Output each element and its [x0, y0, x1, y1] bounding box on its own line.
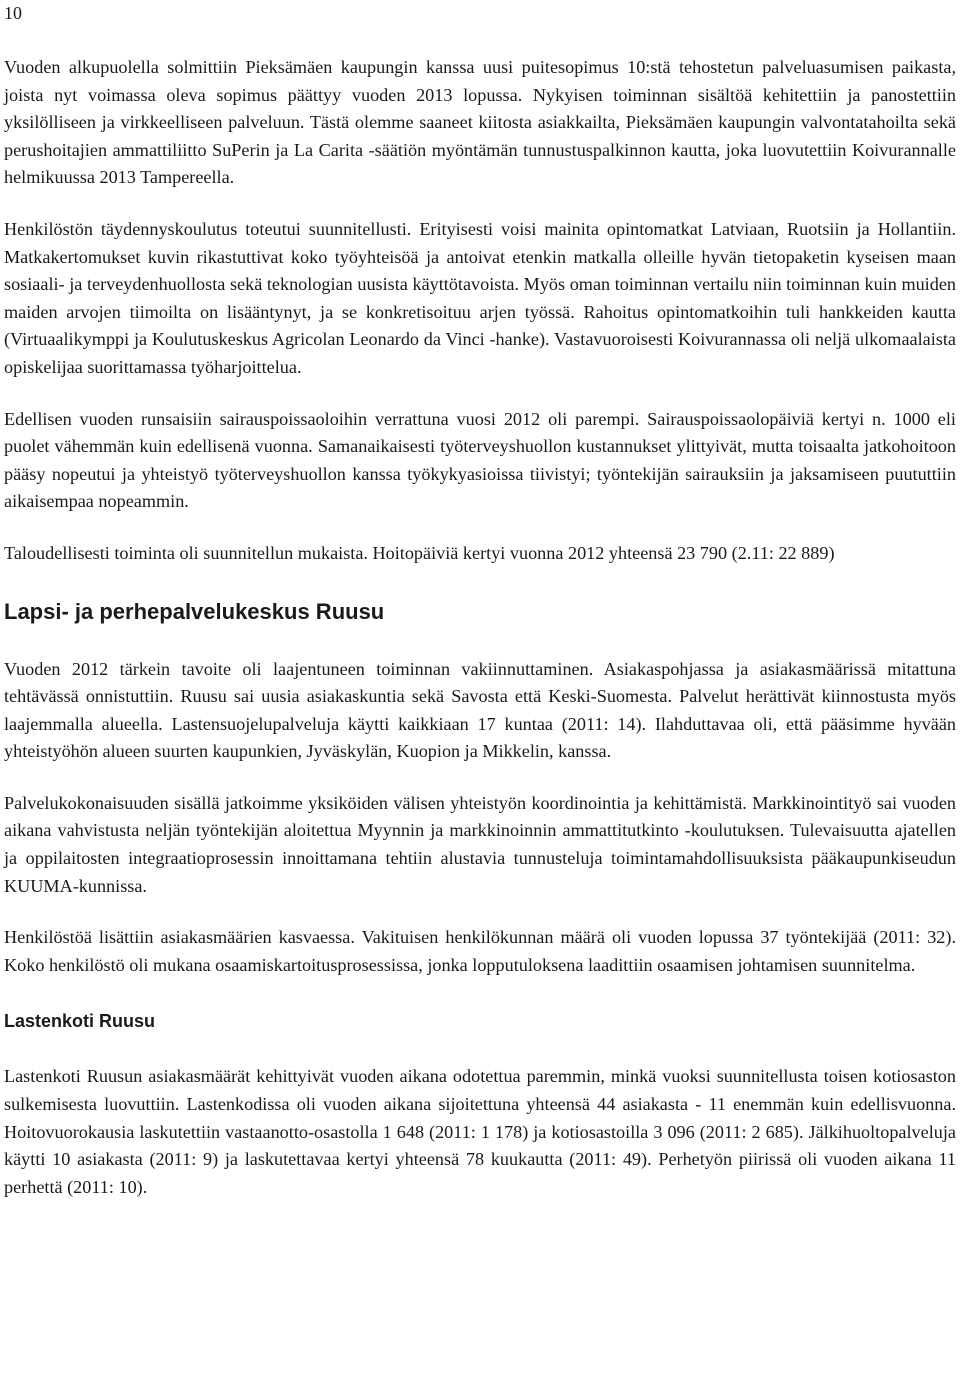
paragraph-sick-leave: Edellisen vuoden runsaisiin sairauspoissaoloihin verrattuna vuosi 2012 oli parempi. Sairauspoissaolopäiviä kertyi n. 1000 eli puolet vähemmän kuin edellisenä vuonna. Samanaikaisesti työterveyshuollon kustannukset ylittyivät, mutta toisaalta jatkohoitoon pääsy nopeutui ja yhteistyö työterveyshuollon kanssa työkykyasioissa tiivistyi; työntekijän sairauksiin ja jaksamiseen puututtiin aikaisempaa nopeammin. — [4, 408, 956, 512]
paragraph-lastenkoti-clients: Lastenkoti Ruusun asiakasmäärät kehittyivät vuoden aikana odotettua paremmin, minkä vuoksi suunnitellusta toisen kotiosaston sulkemisesta luovuttiin. Lastenkodissa oli vuoden aikana sijoitettuna yhteensä 44 asiakasta - 11 enemmän kuin edellisvuonna. Hoitovuorokausia laskutettiin vastaanotto-osastolla 1 648 (2011: 1 178) ja kotiosastoilla 3 096 (2011: 2 685). Jälkihuoltopalveluja käytti 10 asiakasta (2011: 9) ja laskutettavaa kertyi yhteensä 78 kuukautta (2011: 49). Perhetyön piirissä oli vuoden aikana 11 perhettä (2011: 10). — [4, 1066, 956, 1197]
paragraph-ruusu-staff: Henkilöstöä lisättiin asiakasmäärien kasvaessa. Vakituisen henkilökunnan määrä oli vuoden lopussa 37 työntekijää (2011: 32). Koko henkilöstö oli mukana osaamiskartoitusprosessissa, jonka lopputuloksena laadittiin osaamisen johtamisen suunnitelma. — [4, 927, 956, 975]
page-number: 10 — [4, 3, 22, 23]
page-content — [4, 54, 956, 1201]
paragraph-ruusu-goals: Vuoden 2012 tärkein tavoite oli laajentuneen toiminnan vakiinnuttaminen. Asiakaspohjassa ja asiakasmäärissä mitattuna tehtävässä onnistuttiin. Ruusu sai uusia asiakaskuntia sekä Savosta että Keski-Suomesta. Palvelut herättivät kiinnostusta myös laajemmalla alueella. Lastensuojelupalveluja käytti kaikkiaan 17 kuntaa (2011: 14). Ilahduttavaa oli, että pääsimme hyvään yhteistyöhön alueen suurten kaupunkien, Jyväskylän, Kuopion ja Mikkelin, kanssa. — [4, 658, 956, 762]
section-heading-lastenkoti: Lastenkoti Ruusu — [4, 1011, 156, 1032]
paragraph-ruusu-coordination: Palvelukokonaisuuden sisällä jatkoimme yksiköiden välisen yhteistyön koordinointia ja kehittämistä. Markkinointityö sai vuoden aikana vahvistusta neljän työntekijän aloitettua Myynnin ja markkinoinnin ammattitutkinto -koulutuksen. Tulevaisuutta ajatellen ja oppilaitosten integraatioprosessin innoittamana tehtiin alustavia tunnusteluja toimintamahdollisuuksista pääkaupunkiseudun KUUMA-kunnissa. — [4, 792, 956, 896]
paragraph-staff-training: Henkilöstön täydennyskoulutus toteutui suunnitellusti. Erityisesti voisi mainita opintomatkat Latviaan, Ruotsiin ja Hollantiin. Matkakertomukset kuvin rikastuttivat koko työyhteisöä ja antoivat etenkin matkalla olleille hyvän tietopaketin kyseisen maan sosiaali- ja terveydenhuollosta sekä teknologian uusista käyttötavoista. Myös oman toiminnan vertailu niin toiminnan kuin muiden maiden arvojen tiimoilta on lisääntynyt, ja se konkretisoituu arjen työssä. Rahoitus opintomatkoihin tuli hankkeiden kautta (Virtuaalikymppi ja Koulutuskeskus Agricolan Leonardo da Vinci -hanke). Vastavuoroisesti Koivurannassa oli neljä ulkomaalaista opiskelijaa suorittamassa työharjoittelua. — [4, 218, 956, 377]
paragraph-finances: Taloudellisesti toiminta oli suunnitellun mukaista. Hoitopäiviä kertyi vuonna 2012 yhteensä 23 790 (2.11: 22 889) — [4, 542, 835, 563]
section-heading-ruusu: Lapsi- ja perhepalvelukeskus Ruusu — [4, 598, 385, 624]
paragraph-service-agreement: Vuoden alkupuolella solmittiin Pieksämäen kaupungin kanssa uusi puitesopimus 10:stä tehostetun palveluasumisen paikasta, joista nyt voimassa oleva sopimus päättyy vuoden 2013 lopussa. Nykyisen toiminnan sisältöä kehitettiin ja panostettiin yksilölliseen ja virkkeelliseen palveluun. Tästä olemme saaneet kiitosta asiakkailta, Pieksämäen kaupungin valvontatahoilta sekä perushoitajien ammattiliitto SuPerin ja La Carita -säätiön myöntämän tunnustuspalkinnon kautta, joka luovutettiin Koivurannalle helmikuussa 2013 Tampereella. — [4, 57, 956, 188]
